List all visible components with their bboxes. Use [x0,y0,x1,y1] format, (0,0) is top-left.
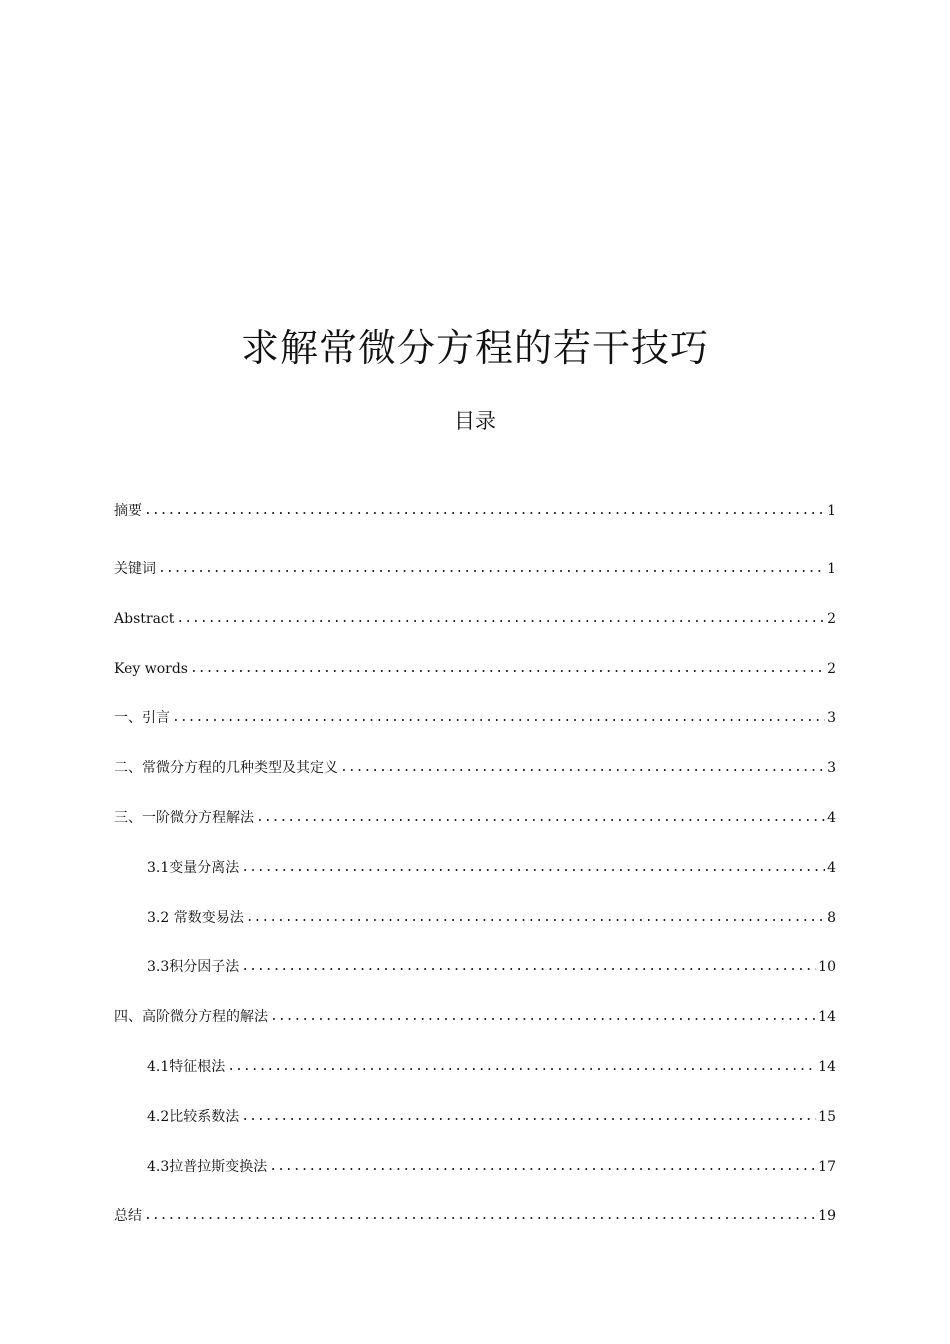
toc-entry-section-3-2[interactable] [114,878,836,928]
toc-entry-label: 4.1特征根法 [147,1058,226,1075]
toc-entry-section-3-1[interactable] [114,828,836,878]
toc-entry-section-4-2[interactable] [114,1077,836,1127]
toc-entry-label: 3.2 常数变易法 [147,909,244,926]
toc-entry-keywords-cn[interactable] [114,521,836,579]
toc-page-number: 17 [818,1158,836,1175]
toc-entry-label: 4.2比较系数法 [147,1108,240,1125]
toc-page-number: 10 [818,959,836,976]
toc-entry-label: 4.3拉普拉斯变换法 [147,1158,268,1175]
toc-dot-leader [144,1206,816,1226]
toc-dot-leader [158,559,825,579]
toc-page-number: 19 [818,1208,836,1225]
toc-entry-abstract-en[interactable] [114,579,836,629]
toc-page-number: 3 [827,710,836,727]
toc-entry-label: Key words [114,660,188,677]
toc-dot-leader [241,1107,816,1127]
toc-entry-section-3[interactable] [114,778,836,828]
toc-dot-leader [190,659,825,679]
toc-entry-label: 一、引言 [114,710,170,727]
toc-dot-leader [172,708,825,728]
toc-entry-label: 三、一阶微分方程解法 [114,809,254,826]
toc-page-number: 4 [827,809,836,826]
toc-entry-label: 二、常微分方程的几种类型及其定义 [114,760,338,777]
toc-entry-label: 四、高阶微分方程的解法 [114,1009,268,1026]
toc-entry-section-2[interactable] [114,728,836,778]
toc-page-number: 14 [818,1009,836,1026]
toc-page-number: 1 [827,561,836,577]
toc-page-number: 8 [827,909,836,926]
toc-page-number: 1 [827,503,836,519]
toc-entry-label: 3.1变量分离法 [147,859,240,876]
toc-page-number: 15 [818,1108,836,1125]
toc-entry-section-4-1[interactable] [114,1027,836,1077]
toc-entry-abstract-cn[interactable] [114,471,836,521]
toc-entry-section-3-3[interactable] [114,928,836,978]
toc-dot-leader [241,957,816,977]
toc-page-number: 3 [827,760,836,777]
document-title: 求解常微分方程的若干技巧 [240,326,709,370]
toc-page-number: 14 [818,1058,836,1075]
toc-entry-introduction[interactable] [114,679,836,729]
toc-dot-leader [176,609,825,629]
toc-dot-leader [269,1157,816,1177]
toc-page-number: 2 [827,660,836,677]
table-of-contents [114,471,836,1226]
toc-dot-leader [270,1007,816,1027]
toc-entry-label: Abstract [114,610,175,627]
toc-entry-label: 总结 [114,1208,142,1225]
toc-entry-label: 摘要 [114,503,142,519]
toc-entry-label: 3.3积分因子法 [147,959,240,976]
toc-dot-leader [241,858,825,878]
toc-entry-label: 关键词 [114,561,156,577]
toc-page-number: 4 [827,859,836,876]
toc-dot-leader [256,808,825,828]
toc-dot-leader [246,908,825,928]
toc-entry-section-4-3[interactable] [114,1127,836,1177]
toc-dot-leader [227,1057,816,1077]
toc-dot-leader [144,501,825,521]
toc-entry-keywords-en[interactable] [114,629,836,679]
toc-heading: 目录 [454,409,496,433]
toc-page-number: 2 [827,610,836,627]
toc-entry-section-4[interactable] [114,977,836,1027]
toc-dot-leader [340,758,825,778]
toc-entry-summary[interactable] [114,1177,836,1227]
